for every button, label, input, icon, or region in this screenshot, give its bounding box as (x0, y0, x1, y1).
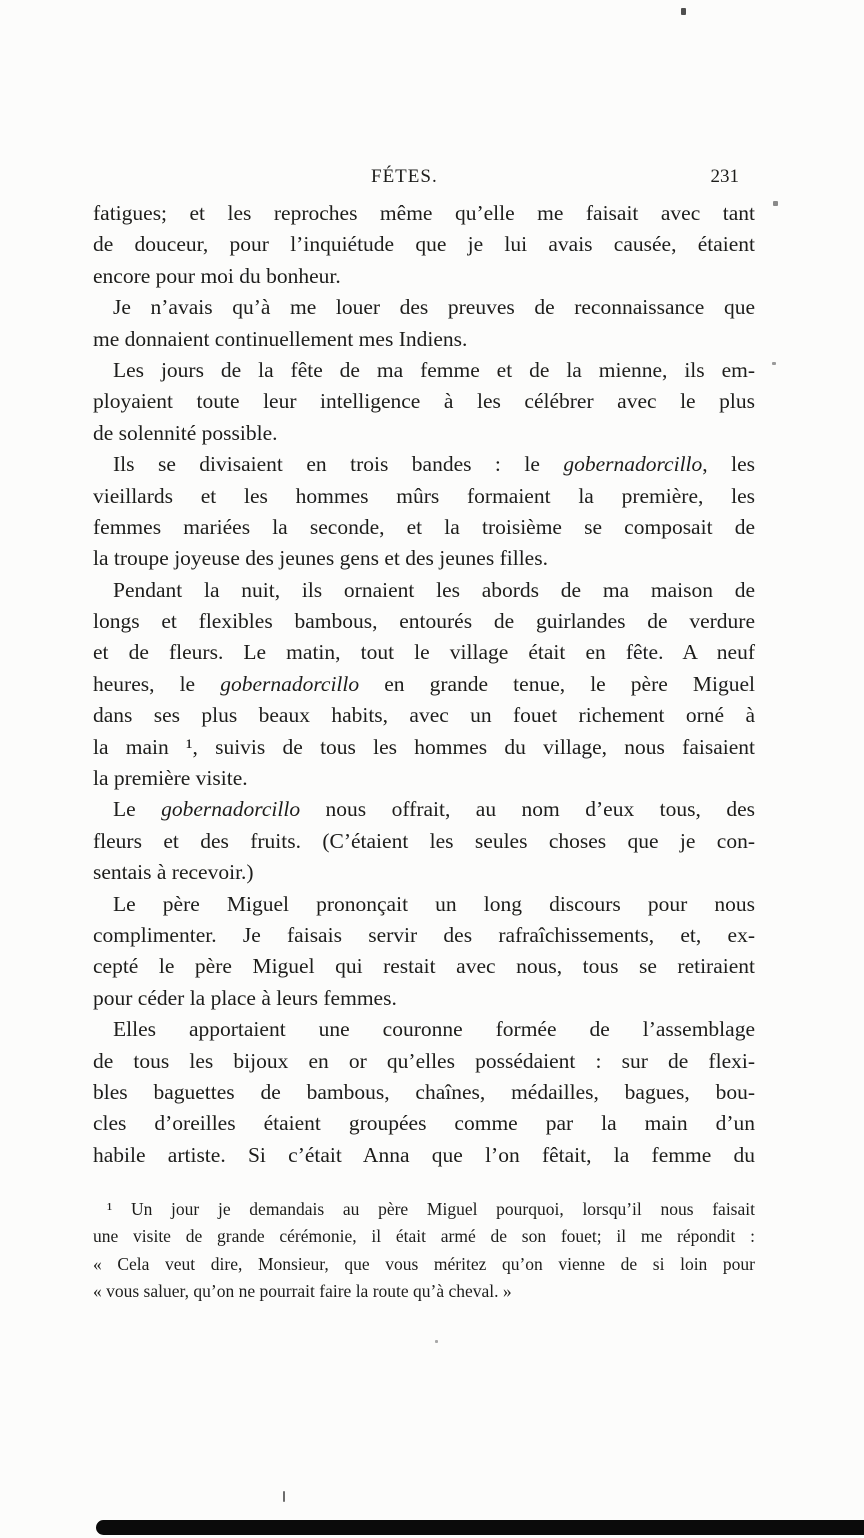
body-line: cepté le père Miguel qui restait avec nous, tous se retiraient (93, 954, 755, 979)
scan-speck (772, 362, 776, 365)
body-line: de douceur, pour l’inquiétude que je lui avais causée, étaient (93, 232, 755, 257)
body-line: Je n’avais qu’à me louer des preuves de reconnaissance que (113, 295, 755, 320)
body-line: cles d’oreilles étaient groupées comme par la main d’un (93, 1111, 755, 1136)
body-line: fatigues; et les reproches même qu’elle me faisait avec tant (93, 201, 755, 225)
body-line: me donnaient continuellement mes Indiens. (93, 326, 468, 351)
body-paragraph (93, 889, 755, 1015)
body-line: ployaient toute leur intelligence à les célébrer avec le plus (93, 389, 755, 414)
body-paragraph (93, 198, 755, 292)
footnote-line: ¹ Un jour je demandais au père Miguel pourquoi, lorsqu’il nous faisait (107, 1199, 755, 1219)
body-line: fleurs et des fruits. (C’étaient les seules choses que je con- (93, 828, 755, 853)
scan-gutter-bar (96, 1520, 864, 1535)
scan-speck (283, 1491, 285, 1502)
body-text (93, 198, 755, 1171)
body-line: heures, le gobernadorcillo en grande tenue, le père Miguel (93, 671, 755, 696)
running-head-title: FÉTES. (371, 166, 438, 187)
footnote (93, 1196, 755, 1306)
body-line: la troupe joyeuse des jeunes gens et des jeunes filles. (93, 546, 548, 571)
footnote-line: « Cela veut dire, Monsieur, que vous méritez qu’on vienne de si loin pour (93, 1253, 755, 1274)
body-paragraph (93, 292, 755, 355)
body-paragraph (93, 575, 755, 795)
body-line: femmes mariées la seconde, et la troisième se composait de (93, 514, 755, 539)
body-line: pour céder la place à leurs femmes. (93, 985, 397, 1010)
body-line: longs et flexibles bambous, entourés de guirlandes de verdure (93, 609, 755, 634)
body-line: habile artiste. Si c’était Anna que l’on fêtait, la femme du (93, 1142, 755, 1167)
body-line: de solennité possible. (93, 420, 278, 445)
footnote-line: une visite de grande cérémonie, il était armé de son fouet; il me répondit : (93, 1226, 755, 1247)
body-line: encore pour moi du bonheur. (93, 263, 341, 288)
body-line: sentais à recevoir.) (93, 860, 254, 885)
page-number: 231 (710, 166, 739, 187)
body-line: Le père Miguel prononçait un long discours pour nous (113, 891, 755, 916)
body-paragraph (93, 449, 755, 575)
scan-speck (435, 1340, 438, 1343)
body-paragraph (93, 355, 755, 449)
body-line: la première visite. (93, 766, 248, 791)
scan-speck (681, 8, 686, 15)
body-line: Elles apportaient une couronne formée de l’assemblage (113, 1017, 755, 1042)
body-line: Ils se divisaient en trois bandes : le gobernadorcillo, les (113, 452, 755, 477)
scan-speck (773, 201, 778, 206)
body-line: vieillards et les hommes mûrs formaient la première, les (93, 483, 755, 508)
body-line: dans ses plus beaux habits, avec un fouet richement orné à (93, 703, 755, 728)
body-line: de tous les bijoux en or qu’elles possédaient : sur de flexi- (93, 1048, 755, 1073)
body-line: Le gobernadorcillo nous offrait, au nom d’eux tous, des (113, 797, 755, 822)
body-line: la main ¹, suivis de tous les hommes du village, nous faisaient (93, 734, 755, 759)
body-paragraph (93, 1014, 755, 1171)
body-line: Pendant la nuit, ils ornaient les abords de ma maison de (113, 577, 755, 602)
body-paragraph (93, 794, 755, 888)
body-line: bles baguettes de bambous, chaînes, médailles, bagues, bou- (93, 1079, 755, 1104)
body-line: et de fleurs. Le matin, tout le village était en fête. A neuf (93, 640, 755, 665)
footnote-paragraph (93, 1196, 755, 1306)
footnote-line: « vous saluer, qu’on ne pourrait faire la route qu’à cheval. » (93, 1281, 512, 1302)
body-line: Les jours de la fête de ma femme et de la mienne, ils em- (113, 357, 755, 382)
body-line: complimenter. Je faisais servir des rafraîchissements, et, ex- (93, 922, 755, 947)
